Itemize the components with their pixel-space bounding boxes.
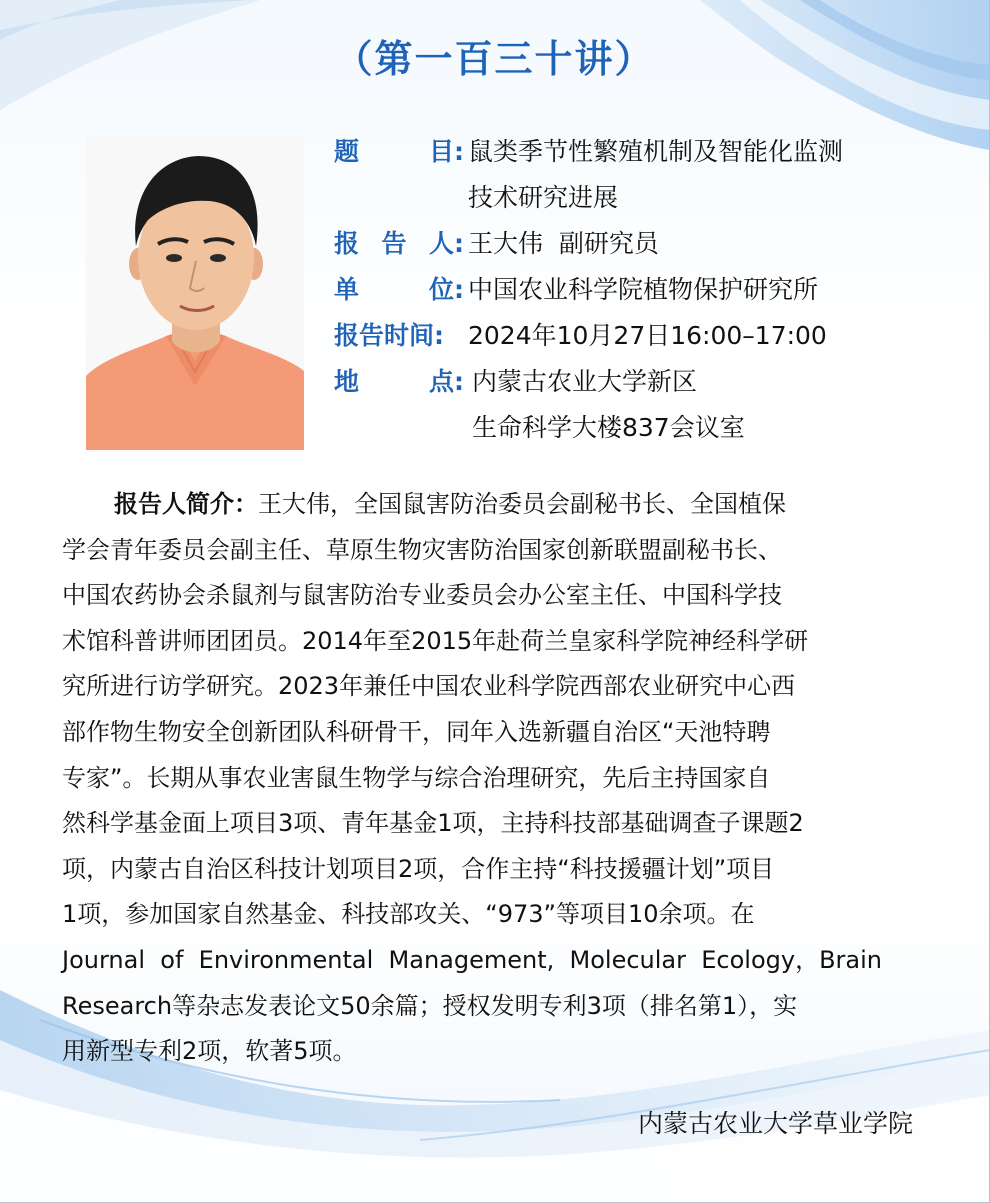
bio-line: 项，内蒙古自治区科技计划项目2项，合作主持“科技援疆计划”项目 — [62, 854, 775, 883]
bio-label: 报告人简介： — [114, 490, 258, 518]
topic-line2: 技术研究进展 — [468, 183, 619, 212]
organizer: 内蒙古农业大学草业学院 — [637, 1109, 913, 1138]
unit-label: 单 位: — [334, 275, 464, 304]
bio-line: 学会青年委员会副主任、草原生物灾害防治国家创新联盟副秘书长、 — [62, 535, 782, 564]
topic-label: 题 目: — [334, 137, 464, 166]
lecture-number-title: （第一百三十讲） — [334, 37, 655, 81]
speaker-bio — [62, 482, 917, 1075]
speaker-label: 报 告 人: — [334, 229, 464, 258]
bio-line: 报告人简介：王大伟，全国鼠害防治委员会副秘书长、全国植保 — [114, 490, 786, 518]
place-line1: 内蒙古农业大学新区 — [472, 367, 698, 396]
bio-line: 究所进行访学研究。2023年兼任中国农业科学院西部农业研究中心西 — [62, 672, 796, 701]
bio-line: Research等杂志发表论文50余篇；授权发明专利3项（排名第1），实 — [62, 991, 798, 1020]
place-label: 地 点: — [334, 367, 464, 396]
bio-line: 术馆科普讲师团团员。2014年至2015年赴荷兰皇家科学院神经科学研 — [62, 626, 809, 655]
place-line2: 生命科学大楼837会议室 — [472, 413, 745, 442]
speaker-photo — [86, 136, 304, 450]
bio-line: 用新型专利2项，软著5项。 — [62, 1037, 357, 1066]
unit-value: 中国农业科学院植物保护研究所 — [468, 275, 819, 304]
topic-line1: 鼠类季节性繁殖机制及智能化监测 — [468, 137, 844, 166]
bio-line: Journal of Environmental Management, Molecular Ecology，Brain — [62, 945, 882, 974]
bio-line: 部作物生物安全创新团队科研骨干，同年入选新疆自治区“天池特聘 — [62, 717, 771, 746]
bio-line: 然科学基金面上项目3项、青年基金1项，主持科技部基础调查子课题2 — [62, 809, 804, 838]
bio-line: 中国农药协会杀鼠剂与鼠害防治专业委员会办公室主任、中国科学技 — [62, 581, 782, 610]
speaker-name: 王大伟 副研究员 — [468, 229, 659, 258]
bio-line: 专家”。长期从事农业害鼠生物学与综合治理研究，先后主持国家自 — [62, 763, 771, 792]
bio-line: 1项，参加国家自然基金、科技部攻关、“973”等项目10余项。在 — [62, 900, 755, 929]
time-value: 2024年10月27日16:00–17:00 — [468, 321, 827, 350]
time-label: 报告时间: — [334, 321, 444, 350]
